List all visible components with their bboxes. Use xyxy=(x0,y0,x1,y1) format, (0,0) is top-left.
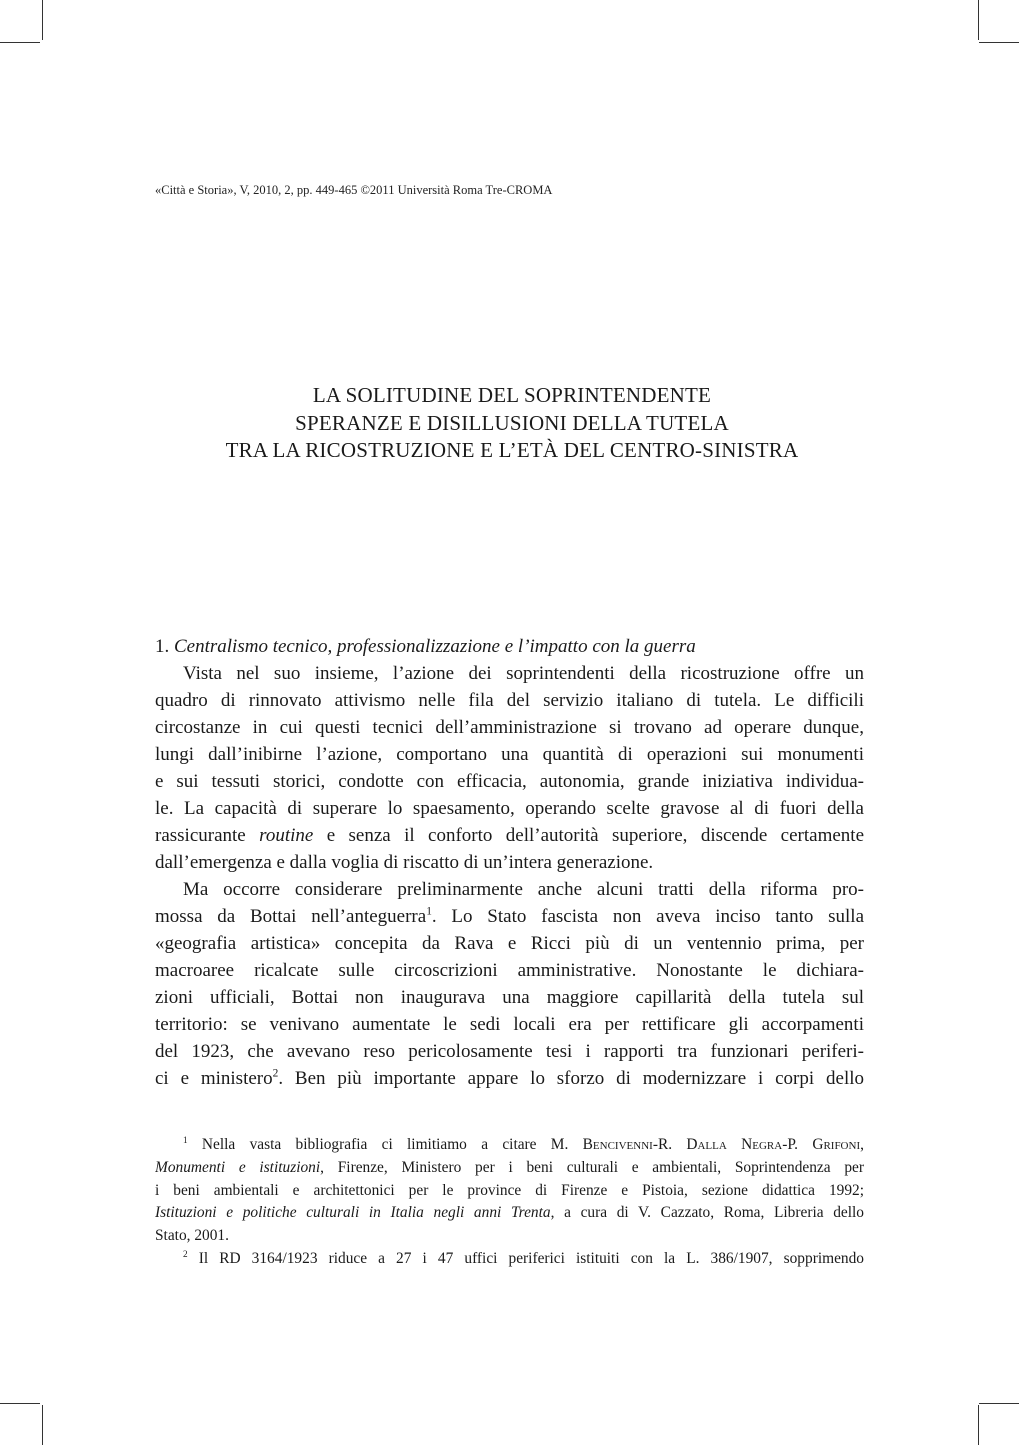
section-title: Centralismo tecnico, professionalizzazione e l’impatto con la guerra xyxy=(174,636,696,657)
footnote-number: 1 xyxy=(183,1134,188,1145)
crop-mark xyxy=(978,1405,979,1445)
footnote-line: $^1$ Nella vasta bibliografia ci limitiamo a citare M. Bencivenni-R. Dalla Negra-P. Grifoni, xyxy=(183,1134,864,1153)
running-head: «Città e Storia», V, 2010, 2, pp. 449-465 ©2011 Università Roma Tre-CROMA xyxy=(155,183,553,197)
body-text xyxy=(155,633,864,1092)
crop-mark xyxy=(0,42,40,43)
footnotes xyxy=(155,1134,864,1271)
footnote-line: i beni ambientali e architettonici per le province di Firenze e Pistoia, sezione didattica 1992; xyxy=(155,1181,864,1199)
text-line: ci e ministero$^2$. Ben più importante appare lo sforzo di modernizzare i corpi dello xyxy=(155,1067,864,1089)
text-line: mossa da Bottai nell’anteguerra$^1$. Lo Stato fascista non aveva inciso tanto sulla xyxy=(155,905,864,927)
text-line: Ma occorre considerare preliminarmente anche alcuni tratti della riforma pro- xyxy=(183,879,864,900)
footnote-line: Istituzioni e politiche culturali in Italia negli anni Trenta, a cura di V. Cazzato, Roma, Libreria dello xyxy=(155,1204,864,1222)
text-line: lungi dall’inibirne l’azione, comportano una quantità di operazioni sui monumenti xyxy=(155,744,864,765)
crop-mark xyxy=(978,0,979,40)
text-line: del 1923, che avevano reso pericolosamente tesi i rapporti tra funzionari periferi- xyxy=(155,1041,864,1062)
text-line: «geografia artistica» concepita da Rava e Ricci più di un ventennio prima, per xyxy=(155,933,864,954)
title-line: LA SOLITUDINE DEL SOPRINTENDENTE xyxy=(312,383,712,407)
text-line: quadro di rinnovato attivismo nelle fila del servizio italiano di tutela. Le difficili xyxy=(155,690,864,711)
title-line: SPERANZE E DISILLUSIONI DELLA TUTELA xyxy=(295,410,729,435)
footnote-line: Stato, 2001. xyxy=(155,1227,229,1245)
footnote-ref[interactable]: 2 xyxy=(272,1067,279,1080)
text-line: dall’emergenza e dalla voglia di riscatto di un’intera generazione. xyxy=(155,852,654,873)
footnote-line: $^2$ Il RD 3164/1923 riduce a 27 i 47 uffici periferici istituiti con la L. 386/1907, sopprimendo xyxy=(183,1248,864,1267)
crop-mark xyxy=(979,1403,1019,1404)
section-number: 1. xyxy=(155,636,170,657)
footnote-number: 2 xyxy=(183,1248,188,1259)
text-line: le. La capacità di superare lo spaesamento, operando scelte gravose al di fuori della xyxy=(155,798,864,819)
title-line: TRA LA RICOSTRUZIONE E L’ETÀ DEL CENTRO-SINISTRA xyxy=(225,438,799,462)
article-title xyxy=(100,382,924,465)
text-line: circostanze in cui questi tecnici dell’amministrazione si trovano ad operare dunque, xyxy=(155,717,864,738)
text-line: territorio: se venivano aumentate le sedi locali era per rettificare gli accorpamenti xyxy=(155,1014,864,1035)
section-heading xyxy=(155,633,864,660)
text-line: rassicurante routine e senza il conforto dell’autorità superiore, discende certamente xyxy=(155,825,864,846)
crop-mark xyxy=(42,1405,43,1445)
text-line: Vista nel suo insieme, l’azione dei soprintendenti della ricostruzione offre un xyxy=(183,663,864,684)
text-line: e sui tessuti storici, condotte con efficacia, autonomia, grande iniziativa individua- xyxy=(155,771,864,792)
footnote-ref[interactable]: 1 xyxy=(426,905,432,918)
text-line: zioni ufficiali, Bottai non inaugurava una maggiore capillarità della tutela sul xyxy=(155,987,864,1008)
text-line: macroaree ricalcate sulle circoscrizioni amministrative. Nonostante le dichiara- xyxy=(155,960,864,981)
footnote-line: Monumenti e istituzioni, Firenze, Ministero per i beni culturali e ambientali, Soprintendenza per xyxy=(155,1158,864,1176)
crop-mark xyxy=(0,1403,40,1404)
crop-mark xyxy=(42,0,43,40)
crop-mark xyxy=(979,42,1019,43)
